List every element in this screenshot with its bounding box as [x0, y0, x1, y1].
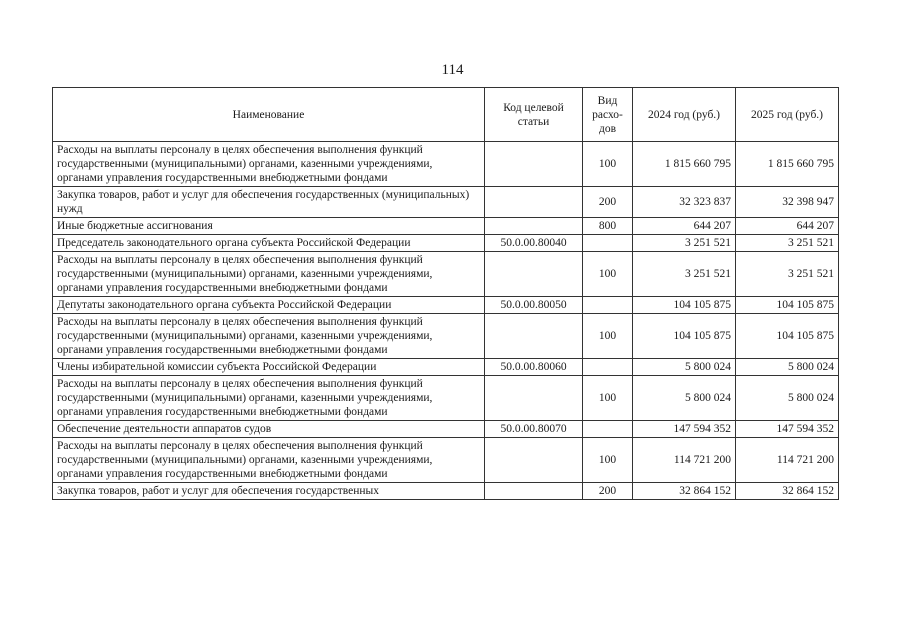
table-row — [53, 438, 839, 483]
row-amount-2024: 104 105 875 — [633, 314, 736, 359]
row-code — [485, 314, 583, 359]
row-name: Расходы на выплаты персоналу в целях обеспечения выполнения функций государственными (муниципальными) органами, казенными учреждениями, органами управления государственными внебюджетными фондами — [53, 376, 485, 421]
row-name: Расходы на выплаты персоналу в целях обеспечения выполнения функций государственными (муниципальными) органами, казенными учреждениями, органами управления государственными внебюджетными фондами — [53, 314, 485, 359]
row-kind: 100 — [583, 376, 633, 421]
row-code — [485, 483, 583, 500]
row-amount-2024: 5 800 024 — [633, 359, 736, 376]
row-kind: 800 — [583, 218, 633, 235]
row-amount-2024: 32 323 837 — [633, 187, 736, 218]
row-kind: 200 — [583, 483, 633, 500]
row-name: Закупка товаров, работ и услуг для обеспечения государственных (муниципальных) нужд — [53, 187, 485, 218]
row-amount-2025: 114 721 200 — [736, 438, 839, 483]
row-amount-2024: 3 251 521 — [633, 235, 736, 252]
row-amount-2025: 5 800 024 — [736, 359, 839, 376]
row-name: Председатель законодательного органа субъекта Российской Федерации — [53, 235, 485, 252]
row-name: Обеспечение деятельности аппаратов судов — [53, 421, 485, 438]
row-amount-2025: 32 864 152 — [736, 483, 839, 500]
header-name: Наименование — [53, 88, 485, 142]
row-code — [485, 142, 583, 187]
row-amount-2025: 644 207 — [736, 218, 839, 235]
row-amount-2024: 1 815 660 795 — [633, 142, 736, 187]
table-row — [53, 359, 839, 376]
header-kind: Вид расхо-дов — [583, 88, 633, 142]
header-2025: 2025 год (руб.) — [736, 88, 839, 142]
table-row — [53, 376, 839, 421]
budget-table — [52, 87, 839, 500]
row-amount-2024: 5 800 024 — [633, 376, 736, 421]
row-code: 50.0.00.80050 — [485, 297, 583, 314]
row-name: Депутаты законодательного органа субъекта Российской Федерации — [53, 297, 485, 314]
page-number: 114 — [441, 62, 464, 78]
header-code: Код целевой статьи — [485, 88, 583, 142]
row-name: Расходы на выплаты персоналу в целях обеспечения выполнения функций государственными (муниципальными) органами, казенными учреждениями, органами управления государственными внебюджетными фондами — [53, 142, 485, 187]
row-code — [485, 252, 583, 297]
table-row — [53, 421, 839, 438]
row-name: Расходы на выплаты персоналу в целях обеспечения выполнения функций государственными (муниципальными) органами, казенными учреждениями, органами управления государственными внебюджетными фондами — [53, 438, 485, 483]
row-code — [485, 218, 583, 235]
row-kind — [583, 421, 633, 438]
row-code — [485, 187, 583, 218]
row-code: 50.0.00.80070 — [485, 421, 583, 438]
row-name: Члены избирательной комиссии субъекта Российской Федерации — [53, 359, 485, 376]
row-kind: 200 — [583, 187, 633, 218]
row-amount-2025: 3 251 521 — [736, 235, 839, 252]
row-amount-2025: 3 251 521 — [736, 252, 839, 297]
row-name: Иные бюджетные ассигнования — [53, 218, 485, 235]
table-row — [53, 218, 839, 235]
row-kind: 100 — [583, 314, 633, 359]
table-row — [53, 252, 839, 297]
row-kind — [583, 297, 633, 314]
header-2024: 2024 год (руб.) — [633, 88, 736, 142]
row-amount-2024: 32 864 152 — [633, 483, 736, 500]
row-kind: 100 — [583, 252, 633, 297]
row-amount-2024: 104 105 875 — [633, 297, 736, 314]
row-code: 50.0.00.80040 — [485, 235, 583, 252]
row-amount-2025: 104 105 875 — [736, 314, 839, 359]
row-amount-2025: 5 800 024 — [736, 376, 839, 421]
row-amount-2024: 114 721 200 — [633, 438, 736, 483]
row-amount-2024: 3 251 521 — [633, 252, 736, 297]
table-row — [53, 297, 839, 314]
row-amount-2025: 32 398 947 — [736, 187, 839, 218]
row-amount-2025: 1 815 660 795 — [736, 142, 839, 187]
row-kind: 100 — [583, 142, 633, 187]
row-code — [485, 376, 583, 421]
row-code: 50.0.00.80060 — [485, 359, 583, 376]
row-kind — [583, 235, 633, 252]
table-row — [53, 142, 839, 187]
row-amount-2024: 147 594 352 — [633, 421, 736, 438]
table-row — [53, 314, 839, 359]
row-amount-2024: 644 207 — [633, 218, 736, 235]
row-code — [485, 438, 583, 483]
table-row — [53, 187, 839, 218]
row-name: Расходы на выплаты персоналу в целях обеспечения выполнения функций государственными (муниципальными) органами, казенными учреждениями, органами управления государственными внебюджетными фондами — [53, 252, 485, 297]
table-header-row — [53, 88, 839, 142]
row-kind — [583, 359, 633, 376]
row-amount-2025: 104 105 875 — [736, 297, 839, 314]
table-row — [53, 235, 839, 252]
row-name: Закупка товаров, работ и услуг для обеспечения государственных — [53, 483, 485, 500]
row-kind: 100 — [583, 438, 633, 483]
row-amount-2025: 147 594 352 — [736, 421, 839, 438]
table-row — [53, 483, 839, 500]
